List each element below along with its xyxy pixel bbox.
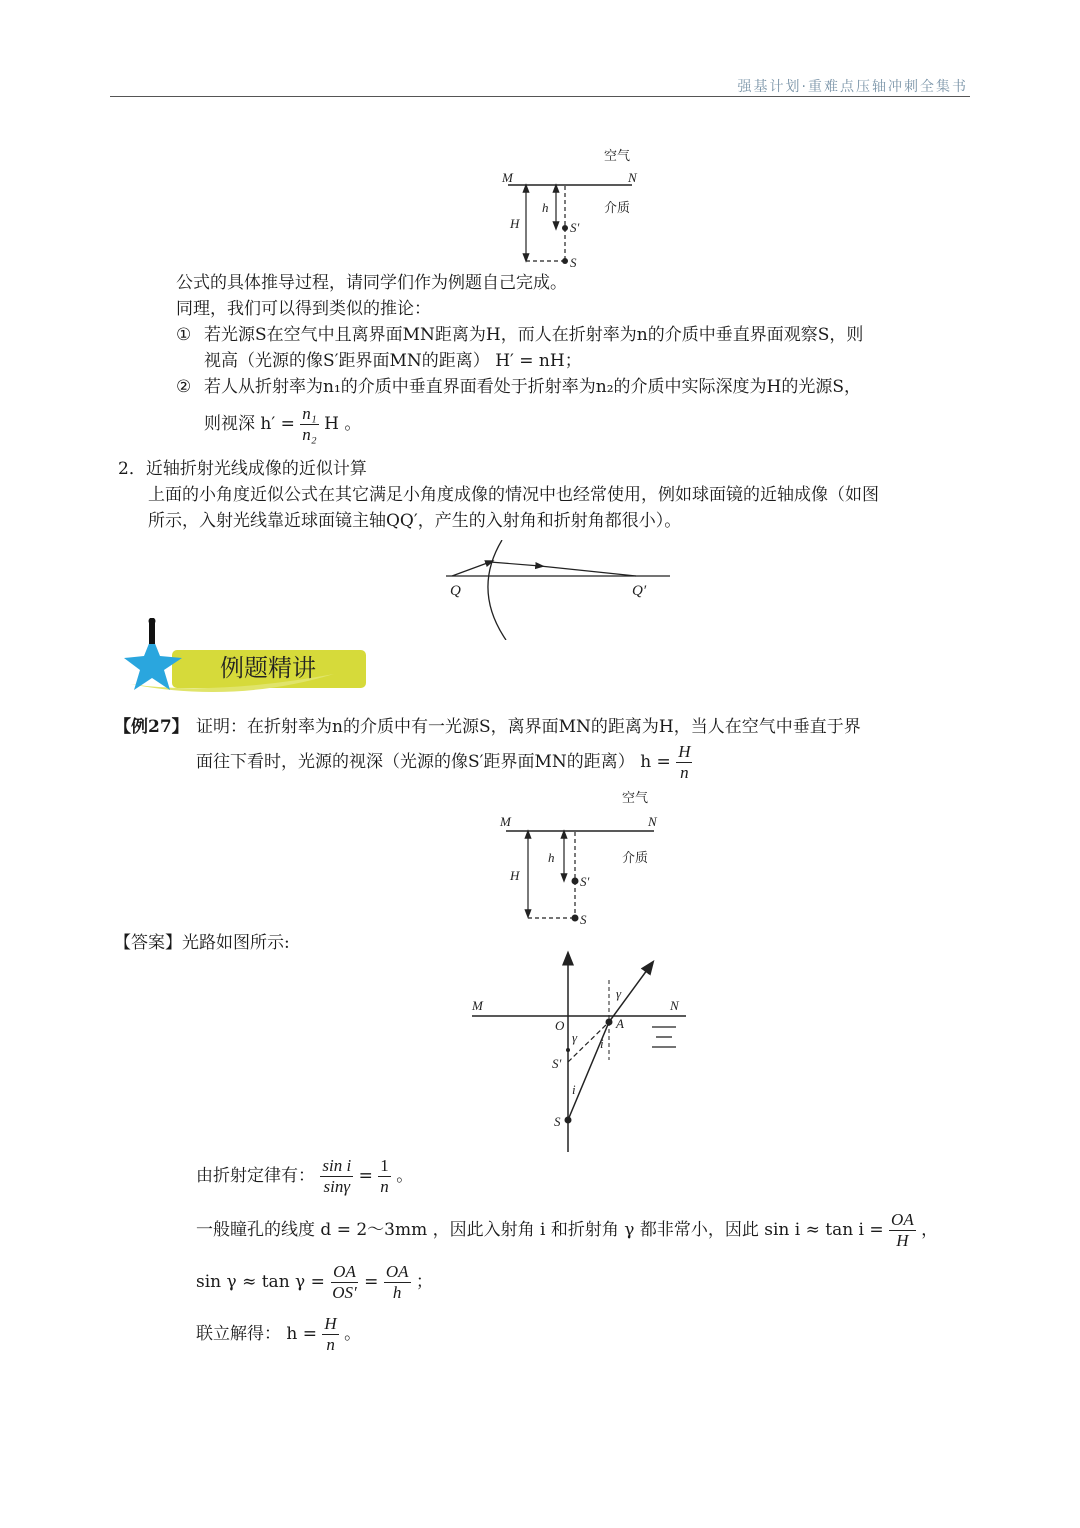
figure-light-path xyxy=(466,950,696,1156)
item1-number: ① xyxy=(176,325,192,345)
sol3-den1: OS′ xyxy=(332,1283,357,1302)
example-frac-num: H xyxy=(678,742,691,761)
header-rule xyxy=(110,96,970,97)
example-line2 xyxy=(196,742,692,783)
sol4-fraction xyxy=(322,1314,338,1355)
sol1-num: sin i xyxy=(322,1156,352,1175)
label-M: M xyxy=(500,814,511,829)
label-medium: 介质 xyxy=(622,851,649,866)
sol2-fraction xyxy=(889,1210,916,1251)
sol2-den: H xyxy=(896,1231,909,1250)
incident-ray xyxy=(452,562,490,576)
section2-body-line1: 上面的小角度近似公式在其它满足小角度成像的情况中也经常使用，例如球面镜的近轴成像（如图 xyxy=(148,485,879,505)
sol3-fraction-2 xyxy=(384,1262,411,1303)
section2-heading: 2．近轴折射光线成像的近似计算 xyxy=(118,459,367,479)
sol3-num1: OA xyxy=(333,1262,356,1281)
sol1-eq: = xyxy=(358,1166,373,1186)
item2-frac-den: n₂ xyxy=(302,425,317,444)
similar-conclusion: 同理，我们可以得到类似的推论： xyxy=(176,299,431,319)
label-O: O xyxy=(555,1018,565,1033)
label-S: S xyxy=(570,255,577,270)
solution-line2 xyxy=(196,1208,938,1252)
running-header: 强基计划·重难点压轴冲刺全集书 xyxy=(737,79,968,95)
label-H: H xyxy=(510,216,520,231)
sol1-suffix: 。 xyxy=(396,1166,414,1186)
label-N: N xyxy=(648,814,657,829)
refracted-ray-2 xyxy=(540,566,636,576)
item2-fraction xyxy=(300,404,318,445)
label-i-top: i xyxy=(600,1036,604,1051)
sol1-prefix: 由折射定律有： xyxy=(196,1166,315,1186)
label-M: M xyxy=(502,170,513,185)
image-point-Sp xyxy=(566,1048,570,1052)
label-S: S xyxy=(580,912,587,927)
sol1-fraction-left xyxy=(320,1156,353,1197)
item2-line1: 若人从折射率为n₁的介质中垂直界面看处于折射率为n₂的介质中实际深度为H的光源S， xyxy=(204,377,861,397)
solution-line4 xyxy=(196,1312,361,1356)
sol3-eq: = xyxy=(364,1272,379,1292)
item2-prefix: 则视深 h′ = xyxy=(204,414,295,434)
image-point-Sp xyxy=(572,878,579,885)
person-silhouette-icon xyxy=(149,622,155,644)
label-gamma-inner: γ xyxy=(572,1030,578,1045)
label-i-bottom: i xyxy=(572,1082,576,1097)
sol1-den: sinγ xyxy=(323,1177,351,1196)
label-gamma-top: γ xyxy=(616,986,622,1001)
item2-number: ② xyxy=(176,377,192,397)
example-line1: 证明：在折射率为n的介质中有一光源S，离界面MN的距离为H，当人在空气中垂直于界 xyxy=(196,717,861,737)
figure-refraction-depth-1 xyxy=(490,140,650,272)
label-Q: Q xyxy=(450,583,461,599)
example-line2-text: 面往下看时，光源的视深（光源的像S′距界面MN的距离） h = xyxy=(196,752,671,772)
label-M: M xyxy=(472,998,483,1013)
example-fraction xyxy=(676,742,692,783)
sol3-fraction-1 xyxy=(330,1262,359,1303)
sol3-den2: h xyxy=(392,1283,402,1302)
sol3-suffix: ； xyxy=(415,1272,433,1292)
item1-line2: 视高（光源的像S′距界面MN的距离） H′ = nH； xyxy=(204,351,582,371)
sol1-rnum: 1 xyxy=(380,1156,389,1175)
sol2-prefix: 一般瞳孔的线度 d = 2～3mm ，因此入射角 i 和折射角 γ 都非常小，因此 sin i ≈ tan i = xyxy=(196,1220,884,1240)
source-point-S xyxy=(562,258,568,264)
label-N: N xyxy=(628,170,637,185)
label-medium: 介质 xyxy=(604,201,631,216)
label-Sp: S′ xyxy=(552,1056,562,1071)
source-point-S xyxy=(572,915,579,922)
derive-note: 公式的具体推导过程，请同学们作为例题自己完成。 xyxy=(176,273,567,293)
item2-frac-num: n₁ xyxy=(302,404,317,423)
sol4-den: n xyxy=(326,1335,335,1354)
sol1-fraction-right xyxy=(378,1156,391,1197)
item1-line1: 若光源S在空气中且离界面MN距离为H，而人在折射率为n的介质中垂直界面观察S，则 xyxy=(204,325,864,345)
solution-line3 xyxy=(196,1260,433,1304)
item2-suffix: H 。 xyxy=(324,414,362,434)
image-point-Sp xyxy=(562,225,568,231)
figure-paraxial-imaging xyxy=(440,540,680,640)
sol2-suffix: ， xyxy=(921,1220,939,1240)
example-frac-den: n xyxy=(680,763,689,782)
label-h: h xyxy=(542,200,549,215)
item2-line2 xyxy=(204,404,361,445)
banner-title: 例题精讲 xyxy=(220,654,316,682)
refracted-ray-1 xyxy=(490,562,540,566)
label-H: H xyxy=(510,868,520,883)
spherical-surface xyxy=(488,540,506,640)
label-h: h xyxy=(548,850,555,865)
example-tag: 【例27】 xyxy=(114,717,189,737)
figure-refraction-depth-2 xyxy=(494,786,664,928)
solution-line1 xyxy=(196,1154,413,1198)
label-Sp: S′ xyxy=(570,220,580,235)
label-N: N xyxy=(670,998,679,1013)
sol4-suffix: 。 xyxy=(344,1324,362,1344)
answer-tag: 【答案】光路如图所示: xyxy=(114,933,290,953)
label-air: 空气 xyxy=(604,149,631,164)
example-banner xyxy=(124,618,374,698)
label-A: A xyxy=(616,1016,624,1031)
sol2-num: OA xyxy=(891,1210,914,1229)
sol3-num2: OA xyxy=(385,1262,409,1281)
label-S: S xyxy=(554,1114,561,1129)
sol4-num: H xyxy=(324,1314,337,1333)
label-Sp: S′ xyxy=(580,874,590,889)
label-Qp: Q′ xyxy=(632,583,647,599)
section2-body-line2: 所示，入射光线靠近球面镜主轴QQ′，产生的入射角和折射角都很小）。 xyxy=(148,511,682,531)
sol1-rden: n xyxy=(380,1177,389,1196)
sol4-prefix: 联立解得： h = xyxy=(196,1324,318,1344)
label-air: 空气 xyxy=(622,791,649,806)
sol3-prefix: sin γ ≈ tan γ = xyxy=(196,1272,325,1292)
source-point-S xyxy=(565,1117,572,1124)
